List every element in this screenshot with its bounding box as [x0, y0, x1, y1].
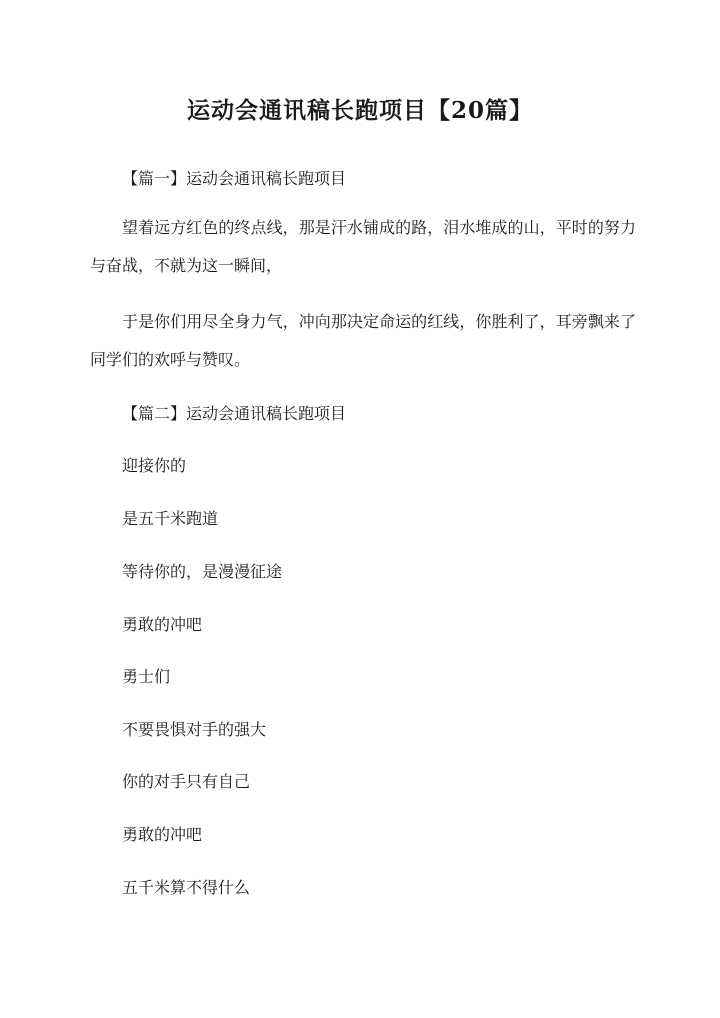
poem-line: 勇敢的冲吧 — [122, 825, 203, 844]
poem-line: 你的对手只有自己 — [122, 772, 251, 791]
poem-line: 五千米算不得什么 — [122, 878, 251, 897]
poem-line: 是五千米跑道 — [122, 509, 219, 528]
poem-line: 等待你的，是漫漫征途 — [122, 562, 283, 581]
paragraph-2: 于是你们用尽全身力气，冲向那决定命运的红线，你胜利了，耳旁飘来了同学们的欢呼与赞叹。 — [90, 312, 636, 369]
section-heading-1: 【篇一】运动会通讯稿长跑项目 — [122, 169, 347, 188]
poem-line: 勇士们 — [122, 667, 171, 686]
document-title: 运动会通讯稿长跑项目【20篇】 — [186, 97, 533, 124]
section-heading-2: 【篇二】运动会通讯稿长跑项目 — [122, 404, 347, 423]
poem-line: 勇敢的冲吧 — [122, 615, 203, 634]
poem-line: 不要畏惧对手的强大 — [122, 720, 267, 739]
poem-line: 迎接你的 — [122, 456, 187, 475]
paragraph-1: 望着远方红色的终点线，那是汗水铺成的路，泪水堆成的山，平时的努力与奋战，不就为这一瞬间， — [90, 218, 636, 275]
